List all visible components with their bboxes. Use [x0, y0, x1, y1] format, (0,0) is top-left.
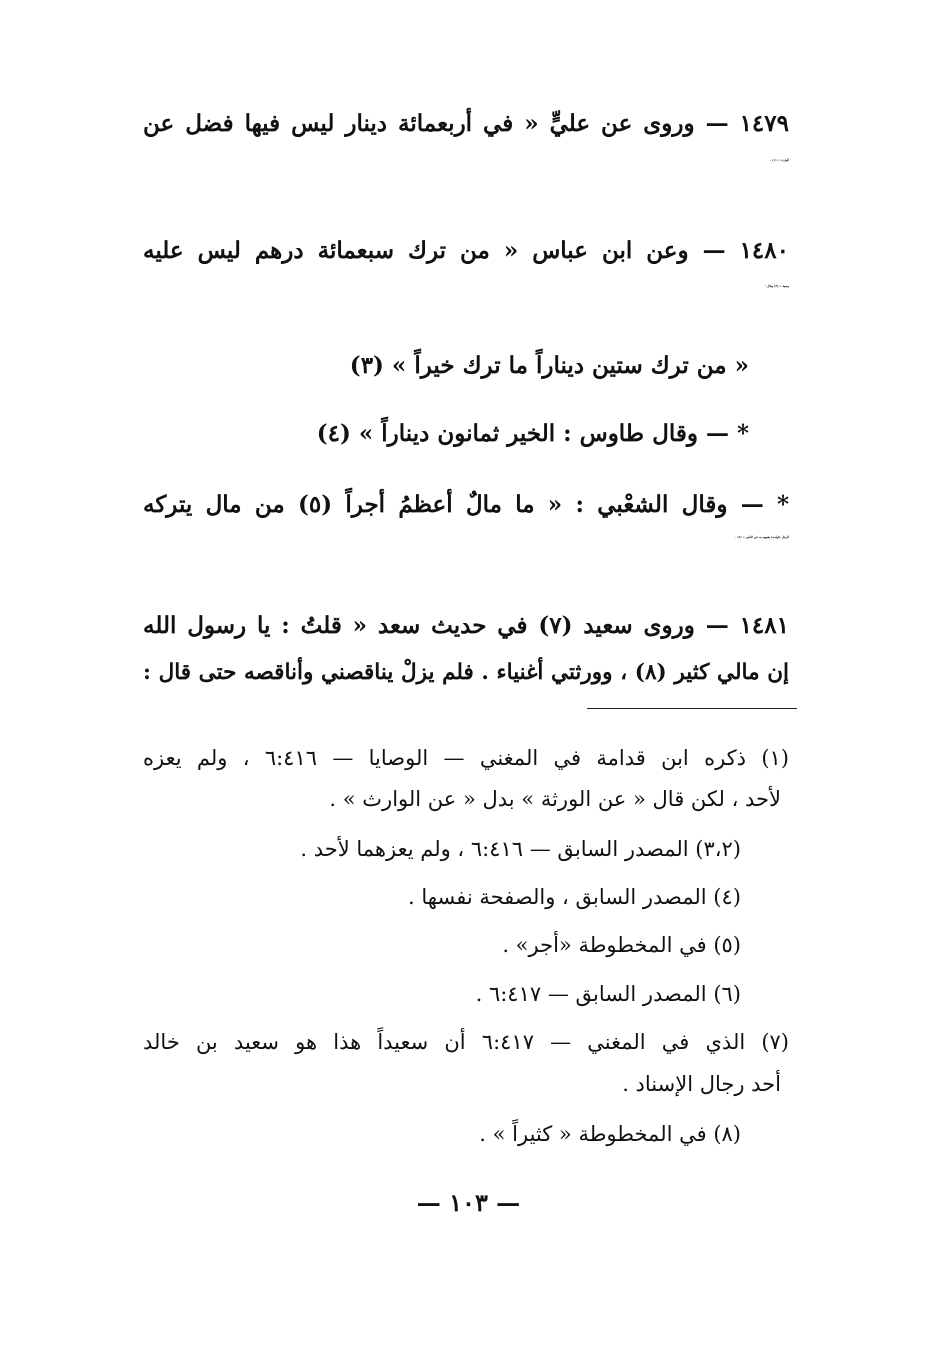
footnote-6: (٦) المصدر السابق — ٦:٤١٧ .	[475, 982, 741, 1006]
tawus-statement: * — وقال طاوس : الخير ثمانون ديناراً » (٤)	[316, 420, 749, 447]
footnote-5: (٥) في المخطوطة «أجر» .	[502, 933, 741, 957]
footnote-1-line-1: (١) ذكره ابن قدامة في المغني — الوصايا — ٦:٤١٦ ، ولم يعزه	[143, 746, 789, 770]
footnote-1-line-2: لأحد ، لكن قال « عن الورثة » بدل « عن الوارث » .	[329, 787, 781, 811]
paragraph-1481-line-2: إن مالي كثير (٨) ، وورثتي أغنياء . فلم يزلْ يناقصني وأناقصه حتى قال :	[143, 660, 789, 685]
page-number: — ١٠٣ —	[416, 1188, 521, 1217]
paragraph-1481-line-1: ١٤٨١ — وروى سعيد (٧) في حديث سعد « قلتُ : يا رسول الله	[143, 612, 789, 639]
footnote-7-line-2: أحد رجال الإسناد .	[622, 1072, 781, 1096]
footnote-separator	[587, 708, 797, 709]
paragraph-1479-line-1: ١٤٧٩ — وروى عن عليٍّ « في أربعمائة دينار ليس فيها فضل عن	[143, 110, 789, 137]
footnote-2-3: (٣،٢) المصدر السابق — ٦:٤١٦ ، ولم يعزهما لأحد .	[300, 837, 741, 861]
footnote-7-line-1: (٧) الذي في المغني — ٦:٤١٧ أن سعيداً هذا هو سعيد بن خالد	[143, 1030, 789, 1054]
footnote-4: (٤) المصدر السابق ، والصفحة نفسها .	[408, 885, 741, 909]
paragraph-1480-quote: « من ترك ستين ديناراً ما ترك خيراً » (٣)	[349, 352, 749, 379]
shabi-statement-line-2: الرجل (لولده) يغنيهم به عن الناس » (٦) .	[735, 535, 789, 539]
shabi-statement-line-1: * — وقال الشعْبي : « ما مالٌ أعظمُ أجراً (٥) من مال يتركه	[143, 491, 789, 518]
paragraph-1480-line-1: ١٤٨٠ — وعن ابن عباس « من ترك سبعمائة درهم ليس عليه	[143, 237, 789, 264]
paragraph-1479-line-2: الوارث » (١) .	[770, 158, 789, 162]
footnote-8: (٨) في المخطوطة « كثيراً » .	[479, 1122, 741, 1146]
paragraph-1480-line-2: وصية » (٢) وقال :	[764, 284, 789, 288]
